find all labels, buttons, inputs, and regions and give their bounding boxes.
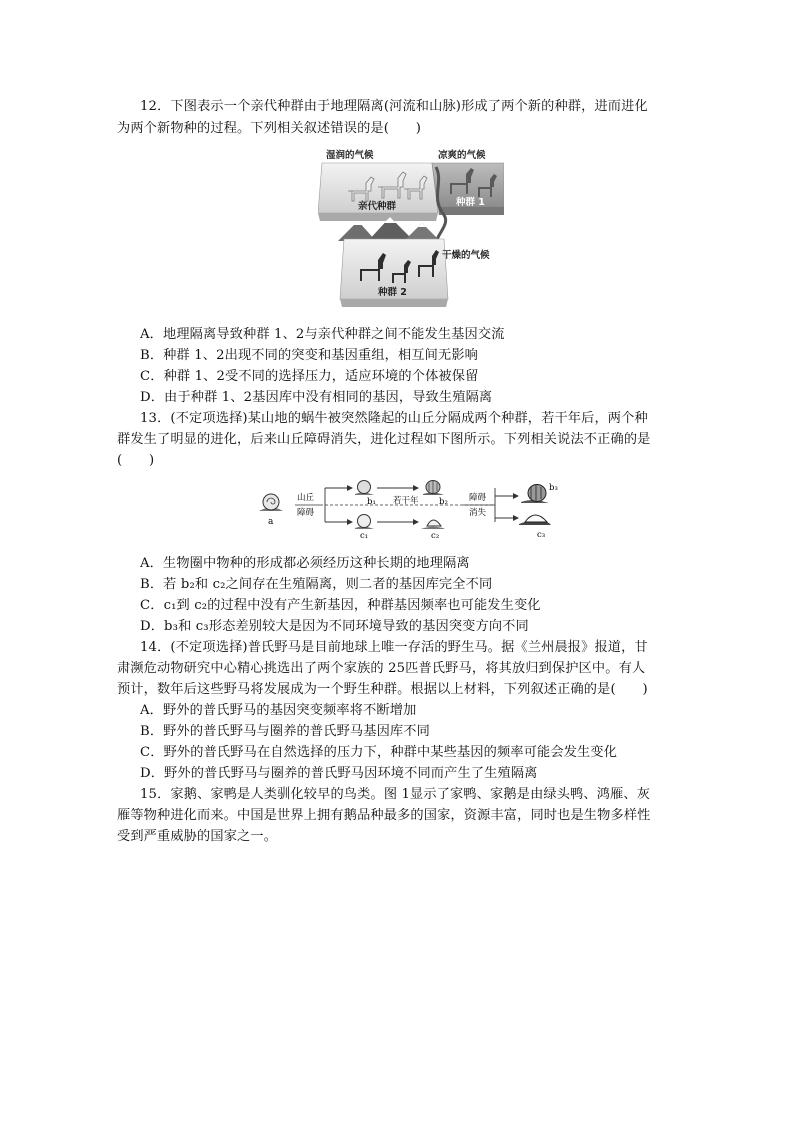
q12-option-d: D．由于种群 1、2基因库中没有相同的基因，导致生殖隔离 xyxy=(140,390,493,405)
q13-option-b: B．若 b₂和 c₂之间存在生殖隔离，则二者的基因库完全不同 xyxy=(140,577,493,592)
population-1-label: 种群 1 xyxy=(456,197,485,208)
q12-option-b: B．种群 1、2出现不同的突变和基因重组，相互间无影响 xyxy=(140,348,479,363)
q15-stem-line3: 受到严重威胁的国家之一。 xyxy=(117,829,278,844)
q14-option-d: D．野外的普氏野马与圈养的普氏野马因环境不同而产生了生殖隔离 xyxy=(140,766,538,781)
q13-option-a: A．生物圈中物种的形成都必须经历这种长期的地理隔离 xyxy=(140,556,470,571)
humid-climate-label: 湿润的气候 xyxy=(326,150,374,161)
label-c1: c₁ xyxy=(360,531,369,540)
snail-a-icon xyxy=(259,494,283,511)
snail-c2-icon xyxy=(421,520,445,529)
snail-b2-icon xyxy=(423,481,444,496)
q12-option-a: A．地理隔离导致种群 1、2与亲代种群之间不能发生基因交流 xyxy=(140,327,505,342)
snail-b3-icon xyxy=(521,485,549,504)
parent-population-label: 亲代种群 xyxy=(358,201,397,212)
label-a: a xyxy=(268,517,274,527)
q13-option-c: C．c₁到 c₂的过程中没有产生新基因，种群基因频率也可能发生变化 xyxy=(140,598,541,613)
hill-label: 山丘 xyxy=(297,493,315,503)
q15-stem-line2: 雁等物种进化而来。中国是世界上拥有鹅品种最多的国家，资源丰富，同时也是生物多样性 xyxy=(117,808,651,823)
population-2-label: 种群 2 xyxy=(378,287,407,298)
q12-speciation-figure xyxy=(318,143,504,313)
label-c2: c₂ xyxy=(431,531,440,540)
barrier-gone-label-2: 消失 xyxy=(469,508,487,518)
label-c3: c₃ xyxy=(537,530,546,540)
snail-c1-icon xyxy=(355,515,374,530)
q12-option-c: C．种群 1、2受不同的选择压力，适应环境的个体被保留 xyxy=(140,369,479,384)
barrier-gone-label-1: 障碍 xyxy=(469,493,487,503)
q15-stem-line1: 15．家鹅、家鸭是人类驯化较早的鸟类。图 1显示了家鸭、家鹅是由绿头鸭、鸿雁、灰 xyxy=(140,787,651,802)
q14-option-a: A．野外的普氏野马的基因突变频率将不断增加 xyxy=(140,703,417,718)
cool-climate-label: 凉爽的气候 xyxy=(438,150,486,161)
q14-stem-line1: 14．(不定项选择)普氏野马是目前地球上唯一存活的野生马。据《兰州晨报》报道，甘 xyxy=(140,640,648,655)
q12-stem-line2: 为两个新物种的过程。下列相关叙述错误的是( ) xyxy=(117,121,422,136)
dry-climate-label: 干燥的气候 xyxy=(442,250,490,261)
q13-stem-line3: ( ) xyxy=(117,453,155,468)
q13-stem-line2: 群发生了明显的进化，后来山丘障碍消失，进化过程如下图所示。下列相关说法不正确的是 xyxy=(117,432,651,447)
years-label: 若干年 xyxy=(393,496,419,506)
label-b3: b₃ xyxy=(549,483,558,493)
q12-stem-line1: 12．下图表示一个亲代种群由于地理隔离(河流和山脉)形成了两个新的种群，进而进化 xyxy=(140,99,648,114)
q13-stem-line1: 13．(不定项选择)某山地的蜗牛被突然隆起的山丘分隔成两个种群，若干年后，两个种 xyxy=(140,411,648,426)
q14-option-c: C．野外的普氏野马在自然选择的压力下，种群中某些基因的频率可能会发生变化 xyxy=(140,745,618,760)
q14-option-b: B．野外的普氏野马与圈养的普氏野马基因库不同 xyxy=(140,724,430,739)
q14-stem-line2: 肃濒危动物研究中心精心挑选出了两个家族的 25匹普氏野马，将其放归到保护区中。有人 xyxy=(117,661,646,676)
snail-c3-icon xyxy=(519,515,551,525)
barrier-label: 障碍 xyxy=(297,508,315,518)
q14-stem-line3: 预计，数年后这些野马将发展成为一个野生种群。根据以上材料，下列叙述正确的是( ) xyxy=(117,682,648,697)
snail-b1-icon xyxy=(355,481,374,496)
q13-snail-figure xyxy=(255,478,565,540)
label-b2: b₂ xyxy=(439,497,448,507)
label-b1: b₁ xyxy=(367,497,376,507)
q13-option-d: D．b₃和 c₃形态差别较大是因为不同环境导致的基因突变方向不同 xyxy=(140,619,529,634)
